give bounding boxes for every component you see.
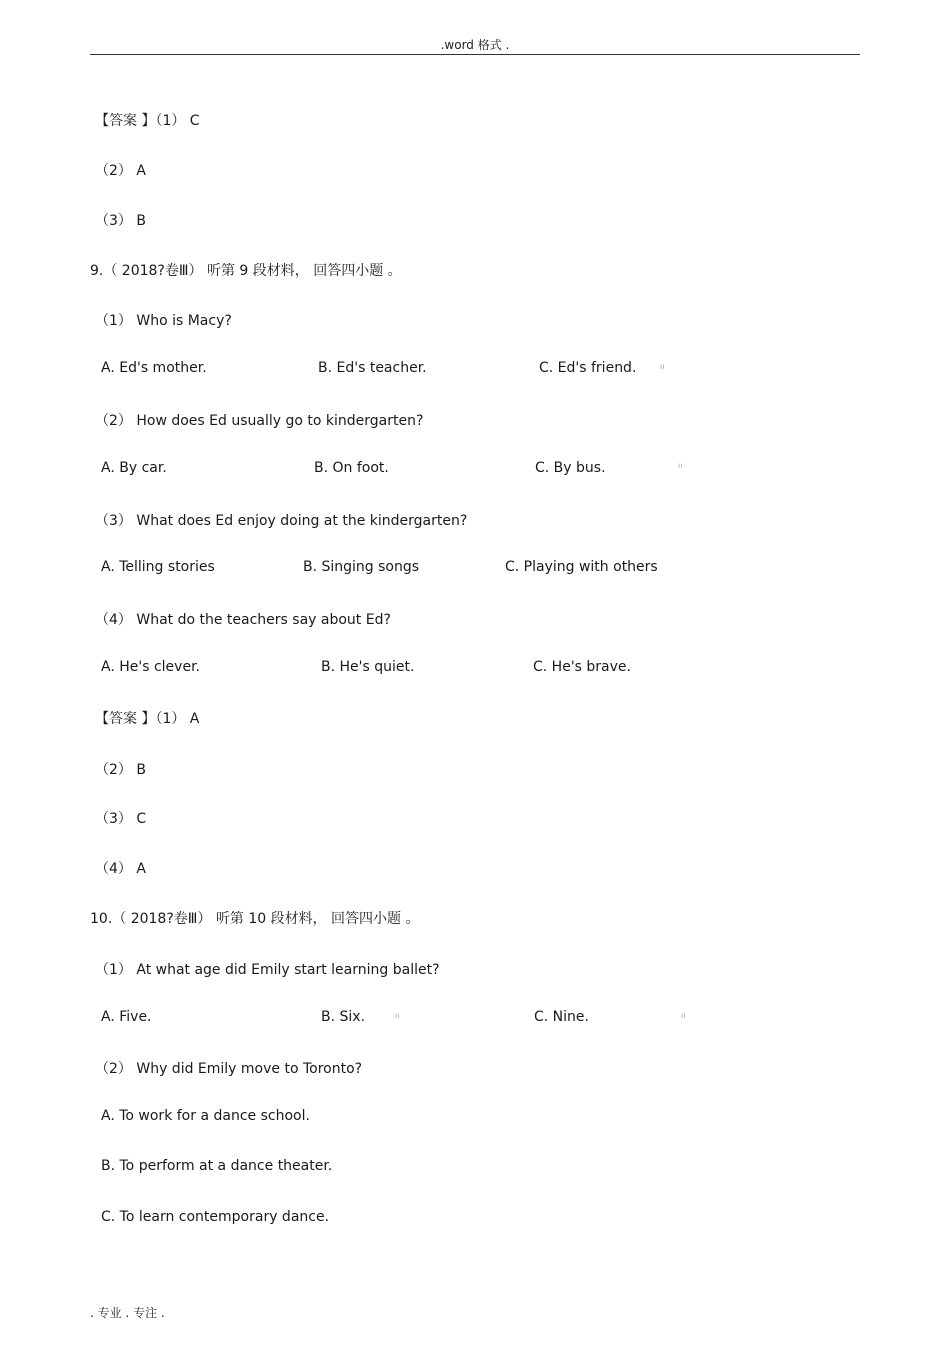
- q9-answer-2: （2） B: [95, 762, 146, 778]
- q10-question-2: （2） Why did Emily move to Toronto?: [95, 1061, 363, 1077]
- q10-2-option-a: A. To work for a dance school.: [101, 1108, 310, 1124]
- q10-1-option-b: B. Six.: [321, 1009, 366, 1025]
- q9-2-option-c: C. By bus.: [535, 460, 606, 476]
- scan-mark: ıı: [681, 1011, 686, 1020]
- q9-3-option-c: C. Playing with others: [505, 559, 658, 575]
- q9-question-4: （4） What do the teachers say about Ed?: [95, 612, 391, 628]
- q9-3-option-a: A. Telling stories: [101, 559, 215, 575]
- q9-2-option-a: A. By car.: [101, 460, 167, 476]
- q9-answer-1: 【答案 】（1） A: [95, 711, 200, 727]
- q8-answer-2: （2） A: [95, 163, 146, 179]
- scan-mark: ıı: [660, 362, 665, 371]
- q9-question-1: （1） Who is Macy?: [95, 313, 232, 329]
- q9-4-option-b: B. He's quiet.: [321, 659, 415, 675]
- q10-title: 10.（ 2018?卷Ⅲ） 听第 10 段材料， 回答四小题 。: [90, 911, 420, 927]
- q9-title: 9.（ 2018?卷Ⅲ） 听第 9 段材料， 回答四小题 。: [90, 263, 402, 279]
- q10-2-option-c: C. To learn contemporary dance.: [101, 1209, 330, 1225]
- q9-question-2: （2） How does Ed usually go to kindergarten?: [95, 413, 424, 429]
- q9-4-option-a: A. He's clever.: [101, 659, 200, 675]
- q10-1-option-a: A. Five.: [101, 1009, 152, 1025]
- q10-question-1: （1） At what age did Emily start learning ballet?: [95, 962, 440, 978]
- q9-3-option-b: B. Singing songs: [303, 559, 420, 575]
- q10-2-option-b: B. To perform at a dance theater.: [101, 1158, 333, 1174]
- q8-answer-3: （3） B: [95, 213, 146, 229]
- q9-answer-3: （3） C: [95, 811, 147, 827]
- header-rule: [90, 54, 860, 55]
- scan-mark: ıı: [678, 461, 683, 470]
- q8-answer-1: 【答案 】（1） C: [95, 113, 200, 129]
- q9-1-option-c: C. Ed's friend.: [539, 360, 637, 376]
- q9-answer-4: （4） A: [95, 861, 146, 877]
- page-footer: . 专业 . 专注 .: [90, 1306, 165, 1320]
- q9-4-option-c: C. He's brave.: [533, 659, 631, 675]
- q9-1-option-b: B. Ed's teacher.: [318, 360, 427, 376]
- q9-question-3: （3） What does Ed enjoy doing at the kindergarten?: [95, 513, 468, 529]
- q9-2-option-b: B. On foot.: [314, 460, 389, 476]
- scan-mark: ıı: [395, 1011, 400, 1020]
- q10-1-option-c: C. Nine.: [534, 1009, 589, 1025]
- q9-1-option-a: A. Ed's mother.: [101, 360, 207, 376]
- page-header: .word 格式 .: [440, 38, 510, 52]
